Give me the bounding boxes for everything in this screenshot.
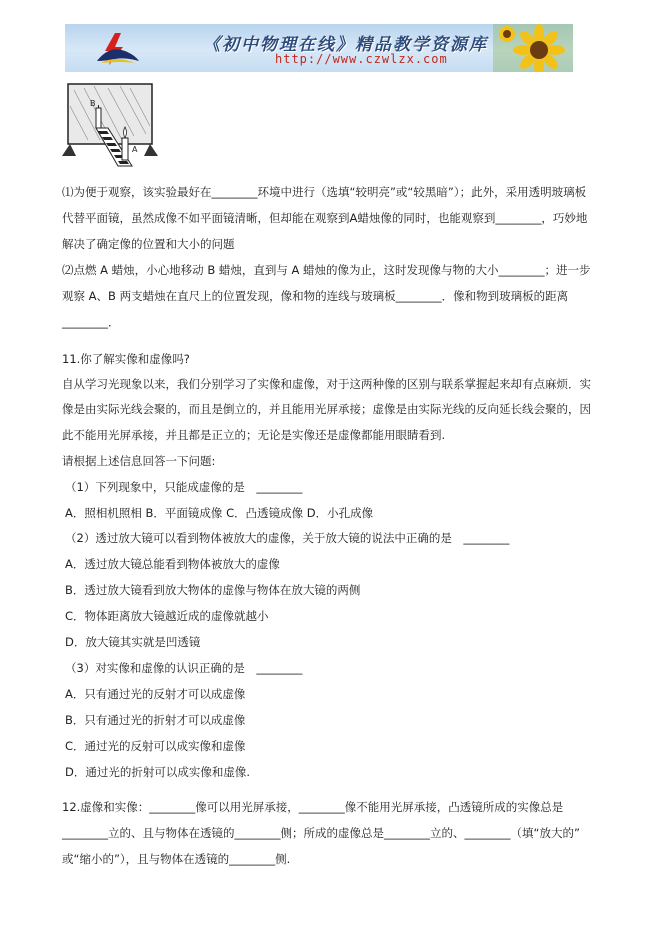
q12-line-3: 或“缩小的”），且与物体在透镜的________侧. <box>62 852 291 866</box>
q10-line-6: ________． <box>62 315 120 329</box>
q11-sub3-option-d: D．通过光的折射可以成实像和虚像. <box>65 765 251 779</box>
q11-sub2-option-b: B．透过放大镜看到放大物体的虚像与物体在放大镜的两侧 <box>65 583 361 597</box>
site-logo-icon <box>95 31 141 67</box>
q11-sub3-option-b: B．只有通过光的折射才可以成虚像 <box>65 713 246 727</box>
q10-line-3: 解决了确定像的位置和大小的问题 <box>62 237 235 251</box>
q10-line-1: ⑴为便于观察，该实验最好在________环境中进行（选填“较明亮”或“较黑暗”）；此外，采用透明玻璃板 <box>62 185 587 199</box>
label-a: A <box>132 145 138 154</box>
q11-sub-question-3: （3）对实像和虚像的认识正确的是 ________ <box>65 661 303 675</box>
q10-line-2: 代替平面镜，虽然成像不如平面镜清晰，但却能在观察到A蜡烛像的同时，也能观察到________，巧妙地 <box>62 211 588 225</box>
q11-sub2-option-d: D．放大镜其实就是凹透镜 <box>65 635 201 649</box>
q12-line-1: 12.虚像和实像：________像可以用光屏承接，________像不能用光屏承接，凸透镜所成的实像总是 <box>62 800 564 814</box>
q11-sub-question-1: （1）下列现象中，只能成虚像的是 ________ <box>65 480 303 494</box>
candle-mirror-figure <box>60 80 168 168</box>
q12-line-2: ________立的、且与物体在透镜的________侧；所成的虚像总是________立的、________（填“放大的” <box>62 826 580 840</box>
q10-line-5: 观察 A、B 两支蜡烛在直尺上的位置发现，像和物的连线与玻璃板________．像和物到玻璃板的距离 <box>62 289 569 303</box>
q11-paragraph-3: 此不能用光屏承接，并且都是正立的；无论是实像还是虚像都能用眼睛看到. <box>62 428 446 442</box>
q11-sub2-option-a: A．透过放大镜总能看到物体被放大的虚像 <box>65 557 280 571</box>
q11-title: 11.你了解实像和虚像吗? <box>62 352 190 366</box>
q11-prompt: 请根据上述信息回答一下问题: <box>62 454 216 468</box>
q11-sub3-option-c: C．通过光的反射可以成实像和虚像 <box>65 739 246 753</box>
header-banner <box>65 24 573 72</box>
q10-line-4: ⑵点燃 A 蜡烛，小心地移动 B 蜡烛，直到与 A 蜡烛的像为止，这时发现像与物的大小________；进一步 <box>62 263 591 277</box>
q11-sub-question-2: （2）透过放大镜可以看到物体被放大的虚像，关于放大镜的说法中正确的是 ________ <box>65 531 510 545</box>
label-b: B <box>90 99 96 108</box>
q11-paragraph-1: 自从学习光现象以来，我们分别学习了实像和虚像，对于这两种像的区别与联系掌握起来却有点麻烦．实 <box>62 377 591 391</box>
sunflower-icon <box>493 24 573 72</box>
banner-title: 《初中物理在线》精品教学资源库 <box>203 35 488 55</box>
q11-paragraph-2: 像是由实际光线会聚的，而且是倒立的，并且能用光屏承接；虚像是由实际光线的反向延长线会聚的，因 <box>62 402 591 416</box>
q11-sub3-option-a: A．只有通过光的反射才可以成虚像 <box>65 687 246 701</box>
q11-sub2-option-c: C．物体距离放大镜越近成的虚像就越小 <box>65 609 269 623</box>
q11-sub1-options: A．照相机照相 B．平面镜成像 C．凸透镜成像 D．小孔成像 <box>65 506 374 520</box>
banner-url[interactable]: http://www.czwlzx.com <box>275 52 448 66</box>
